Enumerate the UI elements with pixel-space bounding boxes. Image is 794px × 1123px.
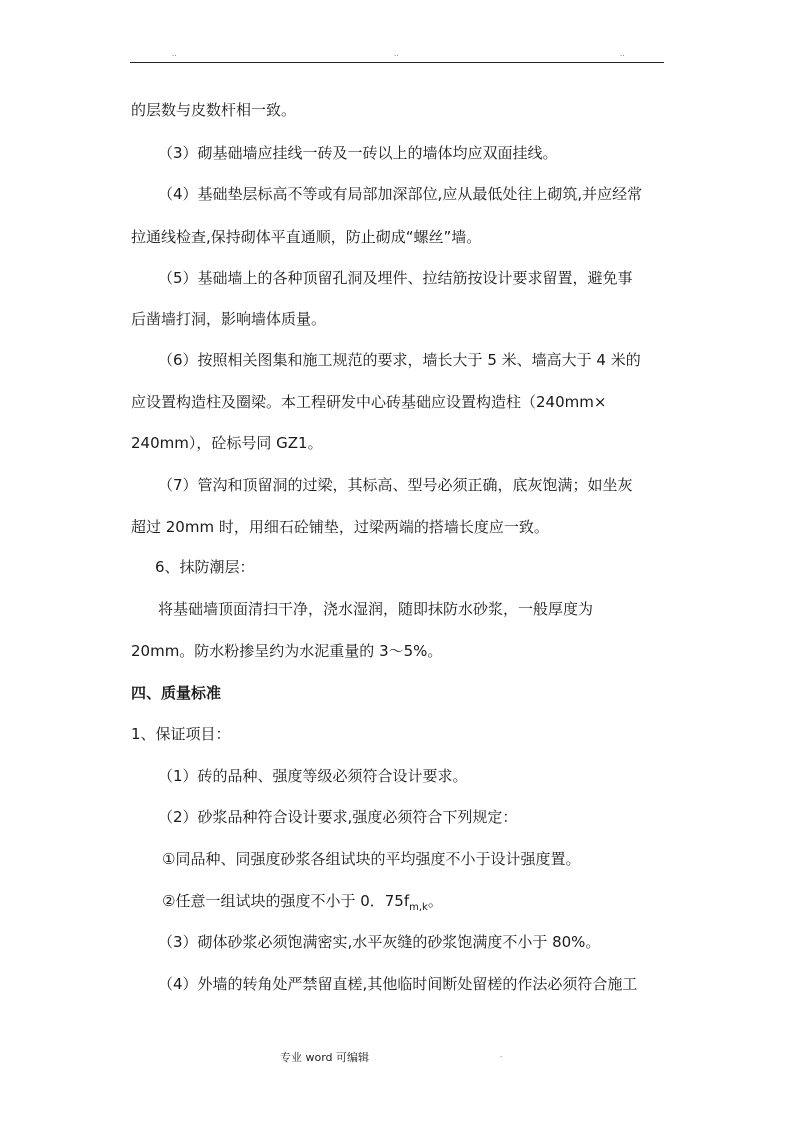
text-line: 将基础墙顶面清扫干净，浇水湿润，随即抹防水砂浆，一般厚度为 (158, 600, 594, 618)
text-line: （7）管沟和顶留洞的过梁，其标高、型号必须正确，底灰饱满；如坐灰 (158, 476, 633, 494)
text-line: （2）砂浆品种符合设计要求,强度必须符合下列规定： (158, 808, 518, 826)
header-rule (130, 62, 664, 63)
formula-end: 。 (427, 892, 443, 910)
text-line: 超过 20mm 时，用细石砼铺垫，过梁两端的搭墙长度应一致。 (131, 518, 549, 536)
formula-text: ②任意一组试块的强度不小于 0．75f (162, 892, 410, 910)
text-line: 后凿墙打洞，影响墙体质量。 (131, 310, 327, 328)
header-mark-center: .. (394, 50, 399, 58)
text-line: （5）基础墙上的各种顶留孔洞及埋件、拉结筋按设计要求留置，避免事 (158, 269, 633, 287)
header-mark-left: .. (172, 50, 177, 58)
text-line: 的层数与皮数杆相一致。 (131, 101, 297, 119)
text-line: （3）砌基础墙应挂线一砖及一砖以上的墙体均应双面挂线。 (158, 144, 558, 162)
text-line: （1）砖的品种、强度等级必须符合设计要求。 (158, 767, 468, 785)
footer-mark: . (500, 1051, 503, 1059)
text-line: 240mm），砼标号同 GZ1。 (131, 434, 323, 452)
header-mark-right: .. (620, 50, 625, 58)
chapter-heading: 四、质量标准 (131, 684, 222, 702)
text-line: 应设置构造柱及圈梁。本工程研发中心砖基础应设置构造柱（240mm× (131, 393, 607, 411)
footer-label: 专业 word 可编辑 (280, 1051, 370, 1064)
formula-subscript: m,k (409, 902, 428, 913)
text-line: （4）基础垫层标高不等或有局部加深部位,应从最低处往上砌筑,并应经常 (158, 185, 643, 203)
section-heading: 1、保证项目： (131, 725, 231, 743)
section-heading: 6、抹防潮层： (155, 558, 255, 576)
text-line: 拉通线检查,保持砌体平直通顺，防止砌成“螺丝”墙。 (131, 228, 482, 246)
text-line: （6）按照相关图集和施工规范的要求，墙长大于 5 米、墙高大于 4 米的 (158, 351, 641, 369)
text-line: （4）外墙的转角处严禁留直槎,其他临时间断处留槎的作法必须符合施工 (158, 975, 638, 993)
text-line: ①同品种、同强度砂浆各组试块的平均强度不小于设计强度置。 (162, 850, 581, 868)
text-line: 20mm。防水粉掺呈约为水泥重量的 3～5%。 (131, 642, 443, 660)
text-line: （3）砌体砂浆必须饱满密实,水平灰缝的砂浆饱满度不小于 80%。 (158, 933, 601, 951)
text-line (162, 891, 443, 918)
